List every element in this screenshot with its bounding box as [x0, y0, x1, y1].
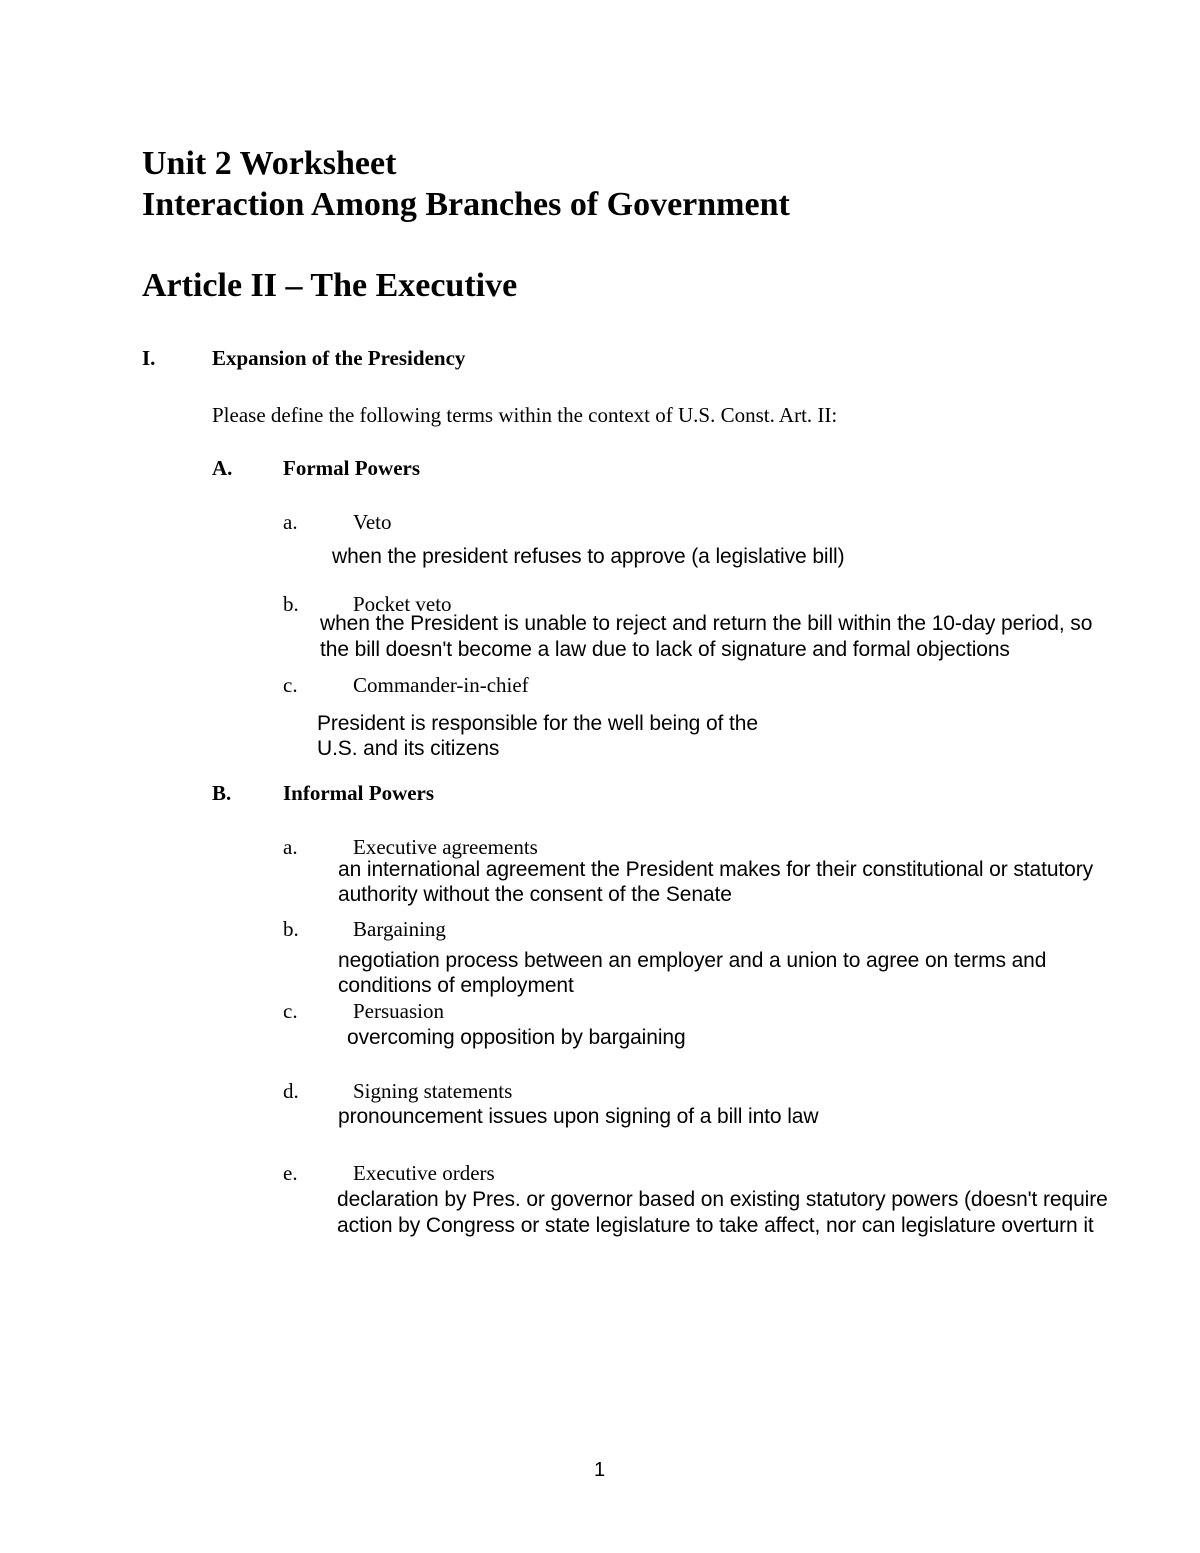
- term-executive-agreements: Executive agreements: [353, 835, 538, 859]
- answer-bargaining-line-2: conditions of employment: [338, 974, 574, 997]
- term-persuasion: Persuasion: [353, 999, 444, 1023]
- answer-commander-line-1: President is responsible for the well being of the: [317, 712, 758, 735]
- list-marker: c.: [283, 999, 298, 1023]
- list-marker: c.: [283, 673, 298, 697]
- instructions: Please define the following terms within the context of U.S. Const. Art. II:: [212, 403, 838, 427]
- list-marker: b.: [283, 917, 299, 941]
- term-bargaining: Bargaining: [353, 917, 446, 941]
- title-line-2: Interaction Among Branches of Government: [142, 186, 790, 223]
- answer-exec-orders-line-2: action by Congress or state legislature to take affect, nor can legislature overturn it: [337, 1214, 1094, 1237]
- informal-powers-heading: Informal Powers: [283, 781, 435, 805]
- list-marker: e.: [283, 1161, 298, 1185]
- term-signing-statements: Signing statements: [353, 1079, 513, 1103]
- answer-veto-line-1: when the president refuses to approve (a legislative bill): [332, 545, 845, 568]
- term-veto: Veto: [353, 510, 392, 534]
- list-marker: d.: [283, 1079, 299, 1103]
- article-heading: Article II – The Executive: [142, 267, 518, 304]
- list-marker: a.: [283, 835, 298, 859]
- informal-powers-letter: B.: [212, 781, 232, 805]
- formal-powers-heading: Formal Powers: [283, 456, 421, 480]
- section-number: I.: [142, 346, 156, 370]
- list-marker: b.: [283, 592, 299, 616]
- list-marker: a.: [283, 510, 298, 534]
- term-pocket-veto: Pocket veto: [353, 592, 452, 616]
- answer-exec-orders-line-1: declaration by Pres. or governor based on existing statutory powers (doesn't require: [337, 1188, 1108, 1211]
- answer-bargaining-line-1: negotiation process between an employer and a union to agree on terms and: [338, 949, 1047, 972]
- answer-exec-agreements-line-2: authority without the consent of the Senate: [338, 883, 732, 906]
- term-executive-orders: Executive orders: [353, 1161, 495, 1185]
- title-line-1: Unit 2 Worksheet: [142, 145, 397, 182]
- answer-pocket-veto-line-2: the bill doesn't become a law due to lack of signature and formal objections: [320, 638, 1010, 661]
- section-title: Expansion of the Presidency: [212, 346, 466, 370]
- page-number: 1: [594, 1459, 606, 1481]
- answer-exec-agreements-line-1: an international agreement the President makes for their constitutional or statutory: [338, 858, 1094, 881]
- answer-persuasion-line-1: overcoming opposition by bargaining: [347, 1026, 686, 1049]
- answer-signing-statements-line-1: pronouncement issues upon signing of a bill into law: [338, 1105, 819, 1128]
- formal-powers-letter: A.: [212, 456, 233, 480]
- answer-commander-line-2: U.S. and its citizens: [317, 737, 500, 760]
- term-commander-in-chief: Commander-in-chief: [353, 673, 529, 697]
- answer-pocket-veto-line-1: when the President is unable to reject and return the bill within the 10-day period, so: [320, 612, 1093, 635]
